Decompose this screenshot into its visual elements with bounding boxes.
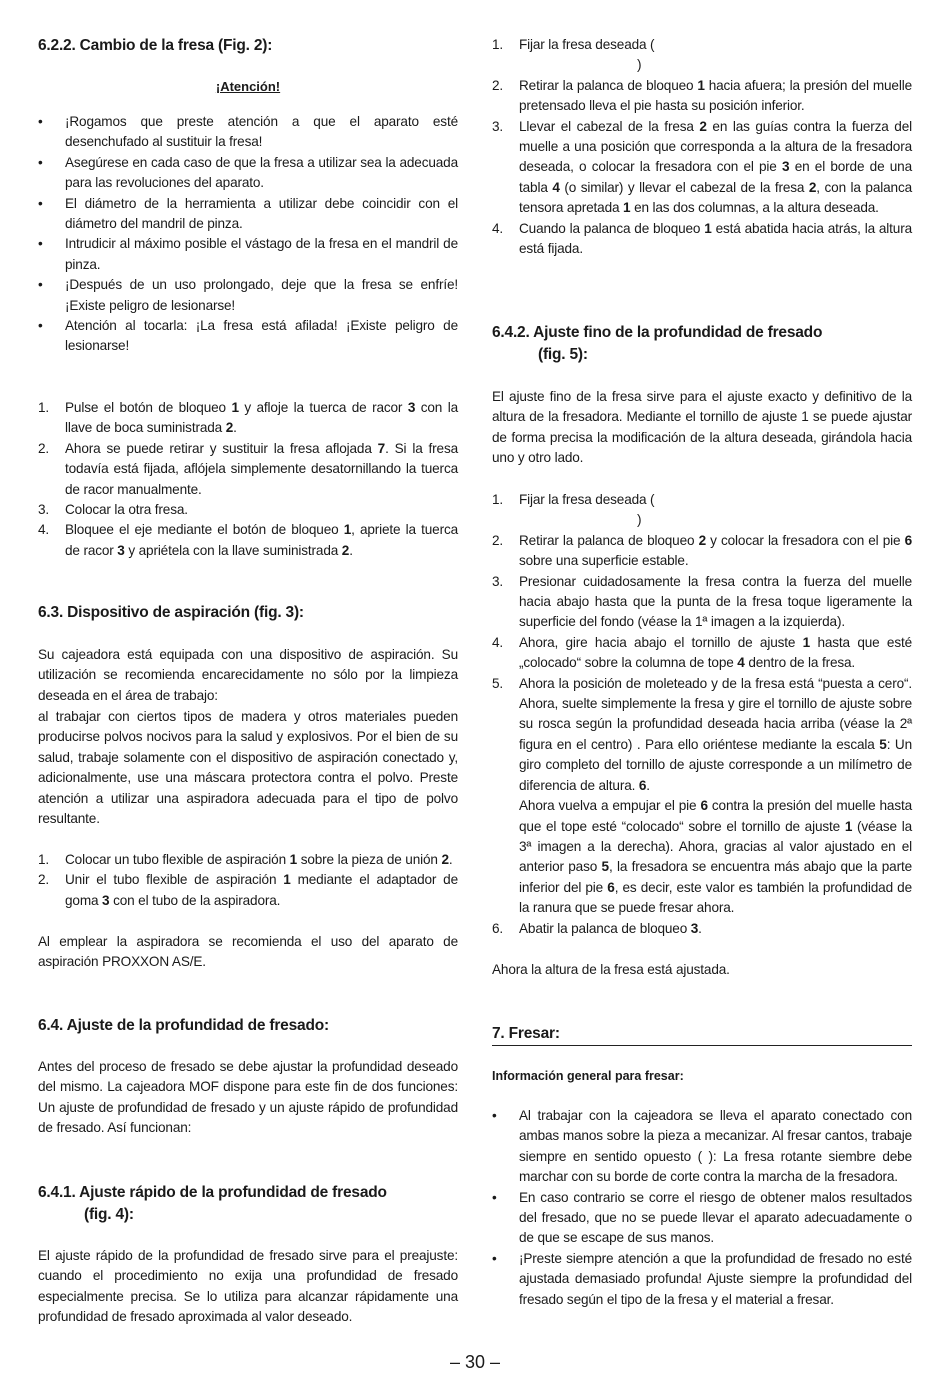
bullet-item [492, 1188, 912, 1249]
text-run: sobre una superficie estable. [519, 553, 689, 569]
section-6-3-title: 6.3. Dispositivo de aspiración (fig. 3): [38, 604, 304, 621]
bullet-item [38, 112, 458, 153]
bold-ref: 1 [704, 220, 712, 236]
bold-ref: 1 [623, 200, 631, 216]
text-run: en las dos columnas, a la altura deseada. [630, 200, 879, 216]
item-text [65, 318, 458, 353]
steps-6-3 [38, 850, 458, 911]
text-run: Presionar cuidadosamente la fresa contra la fuerza del muelle hacia abajo hasta que la punta de la fresa toque ligeramente la superficie del fondo (véase la 1ª imagen a la izquierda). [519, 573, 912, 630]
step-item [492, 572, 912, 633]
text-run: Colocar un tubo flexible de aspiración [65, 852, 290, 867]
text-run: Retirar la palanca de bloqueo [519, 532, 699, 548]
bullet-item [492, 1249, 912, 1310]
item-text [65, 502, 188, 517]
item-text [65, 114, 458, 149]
text-run: mediante el adaptador de goma [65, 872, 458, 908]
step-number: 2. [492, 77, 504, 93]
text-run: Fijar la fresa deseada ( [519, 492, 655, 507]
step-number: 1. [492, 37, 504, 52]
item-text [519, 492, 654, 527]
text-run: y apriétela con la llave suministrada [124, 542, 342, 558]
step-item [38, 500, 458, 520]
text-run: Abatir la palanca de bloqueo [519, 920, 691, 936]
section-7-list [492, 1106, 912, 1310]
bold-ref: 4 [737, 655, 745, 671]
step-number: 1. [492, 492, 504, 507]
steps-6-4-1 [492, 35, 912, 259]
section-6-4-2-para: El ajuste fino de la fresa sirve para el ajuste exacto y definitivo de la altura de la fresadora. Mediante el tornillo de ajuste 1 se puede ajustar de forma precisa la modificación de la altura deseada, girándola hacia uno y otro lado. [492, 389, 912, 466]
text-run: (o similar) y llevar el cabezal de la fresa [559, 179, 809, 195]
text-run: Atención al tocarla: ¡La fresa está afilada! ¡Existe peligro de lesionarse! [65, 318, 458, 354]
text-run: . Si la fresa todavía está fijada, aflójela simplemente desatornillando la tuerca de racor manualmente. [65, 440, 458, 497]
text-run: con la llave de boca suministrada [65, 400, 458, 436]
text-run: . [698, 920, 702, 936]
item-text [65, 277, 458, 312]
text-run: . [448, 852, 453, 867]
bold-ref: 1 [697, 77, 705, 93]
step-number: 6. [492, 920, 504, 936]
text-run: ¡Después de un uso prolongado, deje que la fresa se enfríe! ¡Existe peligro de lesionarse! [65, 277, 458, 313]
bold-ref: 6 [607, 879, 615, 895]
item-text [519, 37, 654, 72]
step-number: 3. [492, 118, 504, 134]
item-text [519, 1190, 912, 1246]
text-run: . [646, 777, 650, 793]
item-text [519, 921, 702, 936]
step-number: 2. [38, 872, 50, 888]
bold-ref: 5 [879, 736, 887, 752]
text-run: Intrudicir al máximo posible el vástago de la fresa en el mandril de pinza. [65, 236, 458, 272]
item-text [65, 852, 453, 867]
bold-ref: 3 [102, 892, 110, 908]
section-6-2-2-title: 6.2.2. Cambio de la fresa (Fig. 2): [38, 37, 273, 54]
text-run: ) [637, 57, 642, 73]
step-number: 4. [492, 634, 504, 650]
section-6-4-2-title [492, 322, 912, 366]
item-text [65, 872, 458, 907]
section-6-3-para-1: Su cajeadora está equipada con una dispositivo de aspiración. Su utilización se recomienda encarecidamente no sólo por la limpieza deseada en el área de trabajo: [38, 647, 458, 703]
step-item [492, 490, 912, 531]
bullet-marker: • [38, 236, 43, 252]
bullet-marker: • [492, 1250, 497, 1266]
step-number: 4. [38, 522, 50, 538]
steps-6-4-2 [492, 490, 912, 939]
bold-ref: 2 [698, 532, 707, 548]
step-item [492, 219, 912, 260]
step-item [492, 531, 912, 572]
text-run: Colocar la otra fresa. [65, 502, 188, 518]
text-run: . [233, 420, 237, 436]
section-6-4-1-para: El ajuste rápido de la profundidad de fresado sirve para el preajuste: cuando el procedimiento no exija una profundidad de fresado especialmente precisa. Se lo utiliza para alcanzar rápidamente una profundidad de fresado aproximada al valor deseado. [38, 1248, 458, 1325]
step-number: 2. [38, 440, 50, 456]
bullet-marker: • [38, 277, 43, 293]
bullet-item [38, 275, 458, 316]
bold-ref: 1 [283, 872, 291, 888]
text-run: Pulse el botón de bloqueo [65, 400, 232, 415]
step-item [492, 919, 912, 939]
bullet-item [38, 234, 458, 275]
step-item [492, 76, 912, 117]
bold-ref: 4 [552, 179, 560, 195]
step-number: 2. [492, 532, 504, 548]
text-run: En caso contrario se corre el riesgo de obtener malos resultados del fresado, que no se puede llevar el aparato adecuadamente o de que se escape de sus manos. [519, 1189, 912, 1246]
bold-ref: 3 [781, 159, 790, 175]
bullet-marker: • [38, 114, 43, 129]
item-text [519, 676, 912, 915]
text-run: , es decir, este valor es también la profundidad de la ranura que se puede fresar ahora. [519, 879, 912, 916]
bold-ref: 2 [808, 179, 817, 195]
text-run: , con la palanca tensora apretada [519, 179, 912, 216]
step-item [38, 850, 458, 870]
item-text [65, 155, 458, 190]
section-6-4-1-title-line-1: 6.4.1. Ajuste rápido de la profundidad de fresado [38, 1184, 387, 1201]
text-run: y afloje la tuerca de racor [238, 400, 408, 415]
text-run: ¡Preste siempre atención a que la profundidad de fresado no esté ajustada demasiado profunda! Ajuste siempre la profundidad del fresado según el tipo de la fresa y el material a fresar. [519, 1250, 912, 1307]
item-text [519, 574, 912, 630]
item-text [65, 400, 458, 435]
bold-ref: 5 [601, 859, 609, 875]
section-6-3-para-3: Al emplear la aspiradora se recomienda el uso del aparato de aspiración PROXXON AS/E. [38, 934, 458, 970]
item-text [65, 236, 458, 271]
text-run: Ahora vuelva a empujar el pie [519, 798, 701, 814]
text-run: dentro de la fresa. [744, 655, 856, 671]
section-6-4-1-title-line-2: (fig. 4): [84, 1206, 134, 1223]
section-6-4-2-title-line-1: 6.4.2. Ajuste fino de la profundidad de fresado [492, 324, 823, 341]
section-6-4-1-title [38, 1182, 458, 1226]
text-run: El diámetro de la herramienta a utilizar debe coincidir con el diámetro del mandril de pinza. [65, 195, 458, 232]
text-run: Fijar la fresa deseada ( [519, 37, 655, 52]
text-run: contra la presión del muelle hasta que el tope esté “colocado“ sobre el tornillo de ajuste [519, 798, 912, 834]
bullet-item [38, 194, 458, 235]
text-run: hasta que esté „colocado“ sobre la columna de tope [519, 634, 912, 671]
section-6-4-para: Antes del proceso de fresado se debe ajustar la profundidad deseado del mismo. La cajeadora MOF dispone para este fin de dos funciones: Un ajuste de profundidad de fresado y un ajuste rápido de profundidad de fresado. Así funcionan: [38, 1059, 458, 1136]
bold-ref: 1 [231, 400, 239, 415]
step-item [38, 870, 458, 911]
item-text [519, 533, 912, 568]
text-run: Unir el tubo flexible de aspiración [65, 872, 284, 888]
bold-ref: 2 [441, 852, 449, 867]
step-item [38, 439, 458, 500]
item-text [519, 1108, 912, 1184]
text-run: en el borde de una tabla [519, 159, 912, 195]
bold-ref: 1 [289, 852, 298, 867]
item-text [65, 196, 458, 231]
step-item [492, 117, 912, 219]
bold-ref: 6 [638, 777, 647, 793]
step-item [492, 633, 912, 674]
text-run: Al trabajar con la cajeadora se lleva el aparato conectado con ambas manos sobre la pieza a mecanizar. Al fresar cantos, trabaje siempre en sentido opuesto ( ): La fresa rotante siembre debe marchar con su borde de corte contra la marcha de la fresadora. [519, 1108, 912, 1185]
text-run: . [349, 542, 353, 558]
section-6-3-para-2: al trabajar con ciertos tipos de madera y otros materiales pueden producirse polvos nocivos para la salud y explosivos. Por el bien de su salud, trabaje solamente con el dispositivo de aspiración conectado y, adicionalmente, use una máscara protectora contra el polvo. Preste atención a utilizar una aspiradora adecuada para el tipo de polvo resultante. [38, 709, 458, 827]
text-run: , apriete la tuerca de racor [65, 522, 458, 558]
item-text [519, 119, 912, 216]
bullet-marker: • [38, 154, 43, 170]
bullet-marker: • [38, 318, 43, 334]
step-item [38, 520, 458, 561]
bold-ref: 1 [844, 818, 853, 834]
item-text [519, 635, 912, 670]
step-number: 3. [38, 502, 50, 518]
bold-ref: 6 [904, 532, 913, 548]
step-item [38, 398, 458, 439]
text-run: en las guías contra la fuerza del muelle a una posición que corresponda a la altura de la fresadora deseada, o colocar la fresadora con el pie [519, 118, 912, 175]
text-run: Bloquee el eje mediante el botón de bloqueo [65, 522, 344, 538]
bullet-item [492, 1106, 912, 1188]
text-run: , la fresadora se encuentra más abajo que la parte inferior del pie [519, 859, 912, 895]
bullet-item [38, 153, 458, 194]
item-text [519, 221, 912, 256]
step-number: 1. [38, 852, 50, 867]
text-run: Ahora, gire hacia abajo el tornillo de ajuste [519, 634, 803, 650]
text-run: sobre la pieza de unión [297, 852, 442, 867]
text-run: con el tubo de la aspiradora. [109, 892, 281, 908]
bullet-marker: • [492, 1189, 497, 1205]
section-6-4-2-title-line-2: (fig. 5): [538, 346, 588, 363]
bold-ref: 7 [377, 440, 386, 456]
bold-ref: 1 [343, 522, 352, 538]
bold-ref: 2 [341, 542, 350, 558]
text-run: ) [637, 512, 642, 528]
text-run: está abatida hacia atrás, la altura está fijada. [519, 220, 912, 257]
bullet-marker: • [492, 1108, 497, 1123]
item-text [519, 78, 912, 113]
text-run: Retirar la palanca de bloqueo [519, 77, 698, 93]
text-run: hacia afuera; la presión del muelle pretensado lleva el pie hasta su posición inferior. [519, 77, 912, 114]
section-7-subheading: Información general para fresar: [492, 1069, 684, 1083]
text-run: Asegúrese en cada caso de que la fresa a utilizar sea la adecuada para las revoluciones del aparato. [65, 154, 458, 191]
section-6-4-title: 6.4. Ajuste de la profundidad de fresado: [38, 1017, 329, 1034]
attention-label: ¡Atención! [215, 79, 281, 94]
bullet-item [38, 316, 458, 357]
bold-ref: 3 [690, 920, 699, 936]
page-number: – 30 – [449, 1352, 501, 1372]
step-number: 5. [492, 675, 504, 691]
step-item [492, 674, 912, 919]
item-text [65, 522, 458, 557]
text-run: Llevar el cabezal de la fresa [519, 118, 700, 134]
text-run: (véase la 3ª imagen a la derecha). Ahora, gracias al valor ajustado en el anterior paso [519, 818, 912, 875]
item-text [65, 441, 458, 497]
step-item [492, 35, 912, 76]
step-number: 3. [492, 573, 504, 589]
text-run: y colocar la fresadora con el pie [706, 532, 905, 548]
bold-ref: 6 [700, 798, 708, 814]
text-run: : Un giro completo del tornillo de ajuste corresponde a un milímetro de diferencia de altura. [519, 736, 912, 793]
section-6-4-2-final: Ahora la altura de la fresa está ajustada. [492, 962, 730, 977]
bullet-marker: • [38, 195, 43, 211]
bold-ref: 2 [699, 118, 707, 134]
section-7-title: 7. Fresar: [492, 1023, 912, 1046]
warning-list [38, 112, 458, 357]
step-number: 4. [492, 220, 504, 236]
bold-ref: 3 [407, 400, 416, 415]
bold-ref: 2 [225, 420, 234, 436]
text-run: Ahora se puede retirar y sustituir la fresa aflojada [65, 440, 378, 456]
item-text [519, 1251, 912, 1307]
text-run: ¡Rogamos que preste atención a que el aparato esté desenchufado al sustituir la fresa! [65, 114, 458, 150]
text-run: Cuando la palanca de bloqueo [519, 220, 705, 236]
step-number: 1. [38, 400, 50, 415]
steps-6-2-2 [38, 398, 458, 561]
bold-ref: 3 [117, 542, 125, 558]
text-run: Ahora la posición de moleteado y de la fresa está “puesta a cero“. Ahora, suelte simplemente la fresa y gire el tornillo de ajuste sobre su rosca según la profundidad deseada hacia arriba (véase la 2ª figura en el centro) . Para ello oriéntese mediante la escala [519, 675, 912, 752]
bold-ref: 1 [802, 634, 811, 650]
